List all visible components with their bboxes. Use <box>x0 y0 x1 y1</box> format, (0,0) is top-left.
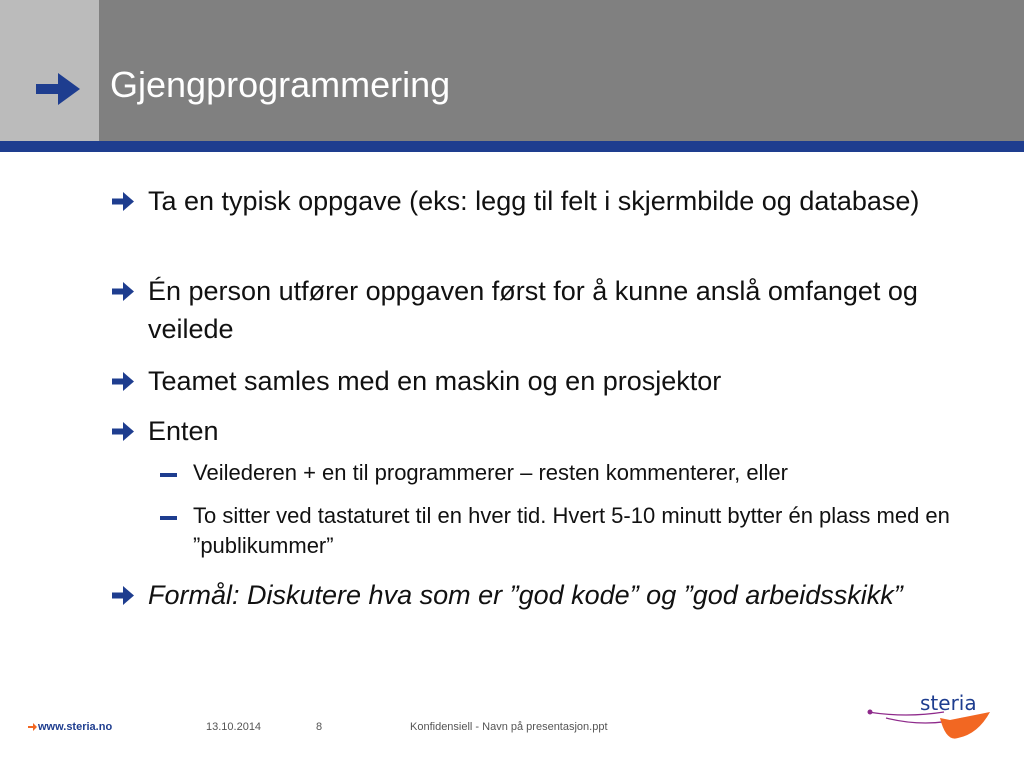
bullet-text: Ta en typisk oppgave (eks: legg til felt i skjermbilde og database) <box>148 186 920 216</box>
dash-icon <box>160 516 177 520</box>
arrow-right-icon <box>112 372 134 391</box>
arrow-right-icon <box>112 422 134 441</box>
bullet-text: Teamet samles med en maskin og en prosjektor <box>148 366 722 396</box>
bullet-text: Enten <box>148 416 219 446</box>
header-arrow-icon <box>36 72 80 106</box>
sub-bullet-text: To sitter ved tastaturet til en hver tid. Hvert 5-10 minutt bytter én plass med en ”publikummer” <box>193 503 950 558</box>
footer-note: Konfidensiell - Navn på presentasjon.ppt <box>410 721 608 733</box>
bullet-text: Én person utfører oppgaven først for å kunne anslå omfanget og veilede <box>148 276 918 344</box>
sub-bullet-item <box>193 458 983 488</box>
sub-bullet-item <box>193 501 983 561</box>
header-left-band <box>0 0 99 141</box>
footer-page-number: 8 <box>316 721 323 733</box>
bullet-item <box>148 576 978 614</box>
arrow-right-icon <box>112 282 134 301</box>
arrow-right-icon <box>112 192 134 211</box>
sub-bullet-text: Veilederen + en til programmerer – resten kommenterer, eller <box>193 460 788 485</box>
dash-icon <box>160 473 177 477</box>
logo-wordmark: steria <box>920 691 977 715</box>
bullet-item <box>148 362 978 400</box>
header-rule <box>0 141 1024 152</box>
steria-logo <box>866 690 996 750</box>
bullet-text: Formål: Diskutere hva som er ”god kode” og ”god arbeidsskikk” <box>148 580 903 610</box>
arrow-right-icon <box>112 586 134 605</box>
bullet-item <box>148 412 978 450</box>
bullet-item <box>148 182 978 220</box>
bullet-item <box>148 272 978 348</box>
footer-url-link[interactable]: www.steria.no <box>38 721 113 733</box>
footer-arrow-icon <box>28 723 37 731</box>
slide-title: Gjengprogrammering <box>110 64 451 105</box>
footer-date: 13.10.2014 <box>206 721 262 733</box>
